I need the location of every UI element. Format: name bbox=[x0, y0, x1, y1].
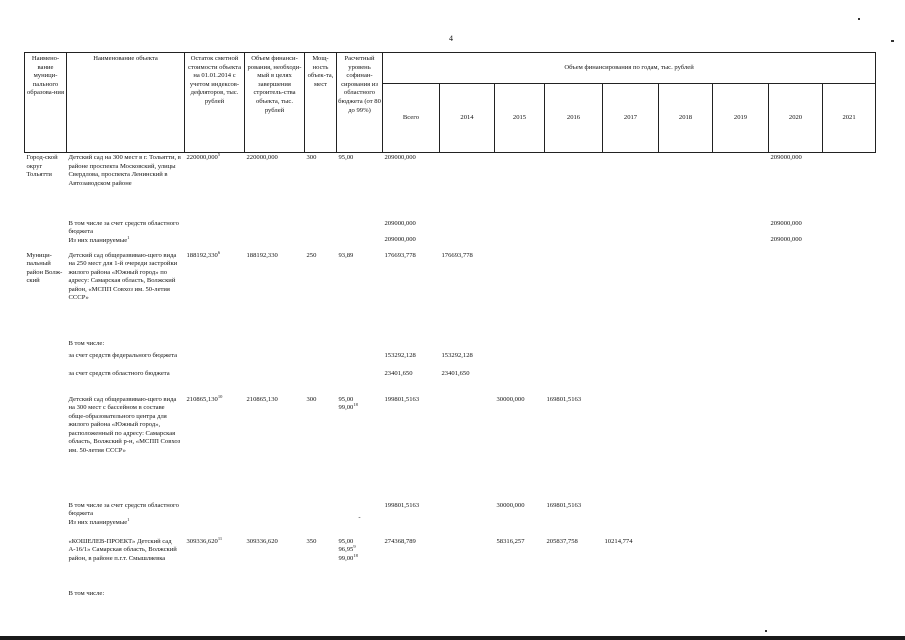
header-by-years: Объем финансирования по годам, тыс. рублей bbox=[383, 53, 876, 84]
object-cell: Детский сад общеразвиваю-щего вида на 250 мест для 1-й очереди застройки жилого района «Южный город» по адресу: Самарская область, Волжский район, «МСПП Совхоз им. 50-летия СССР» bbox=[68, 251, 178, 302]
year-2015-cell: 30000,000 bbox=[496, 501, 525, 509]
cofin-cell: - bbox=[358, 514, 361, 522]
object-cell: В том числе за счет средств областного бюджета Из них планируемые$^1$ bbox=[68, 501, 179, 526]
scan-speck bbox=[858, 18, 860, 20]
page-number: 4 bbox=[449, 34, 453, 43]
scan-speck bbox=[765, 630, 767, 632]
total-cell: 23401,650 bbox=[384, 369, 413, 377]
total-cell: 176693,778 bbox=[384, 251, 416, 259]
balance-cell: 188192,330$^6$ bbox=[186, 250, 221, 259]
total-cell: 274368,789 bbox=[384, 537, 416, 545]
capacity-cell: 300 bbox=[306, 154, 317, 161]
cofin-cell: 95,00 99,00$^{18}$ bbox=[338, 395, 358, 412]
total-cell: 199801,5163 bbox=[384, 501, 420, 509]
table-row bbox=[25, 369, 876, 395]
table-row bbox=[25, 589, 876, 601]
table-row bbox=[25, 501, 876, 537]
header-municipality: Наимено-вание муници-пального образова-ния bbox=[25, 53, 67, 153]
year-2015-cell: 30000,000 bbox=[496, 395, 525, 403]
year-2014-cell: 153292,128 bbox=[441, 351, 473, 359]
table-row bbox=[25, 153, 876, 219]
header-year: 2018 bbox=[659, 84, 713, 153]
total-cell: 199801,5163 bbox=[384, 395, 420, 403]
header-year: 2021 bbox=[823, 84, 876, 153]
funding-cell: 309336,620 bbox=[246, 537, 278, 545]
header-balance: Остаток сметной стоимости объекта на 01.01.2014 с учетом индексов-дефляторов, тыс. рублей bbox=[185, 53, 245, 153]
object-cell: «КОШЕЛЕВ-ПРОЕКТ» Детский сад А-16/1» Самарская область, Волжский район, в районе п.г.т. Смышляевка bbox=[68, 537, 177, 562]
table-row bbox=[25, 395, 876, 501]
object-cell: Детский сад на 300 мест в г. Тольятти, в районе проспекта Московский, улицы Свердлова, проспекта Ленинский в Автозаводском районе bbox=[68, 154, 181, 187]
scan-edge bbox=[0, 636, 905, 640]
table-row bbox=[25, 339, 876, 351]
total-cell: 209000,000 bbox=[384, 154, 416, 161]
capacity-cell: 250 bbox=[306, 251, 317, 259]
header-year: 2014 bbox=[440, 84, 495, 153]
object-cell: за счет средств федерального бюджета bbox=[68, 351, 178, 359]
header-year: 2020 bbox=[769, 84, 823, 153]
funding-cell: 210865,130 bbox=[246, 395, 278, 403]
table-row bbox=[25, 219, 876, 251]
total-cell: 209000,000 209000,000 bbox=[384, 219, 416, 244]
year-2020-cell: 209000,000 209000,000 bbox=[770, 219, 802, 244]
header-total: Всего bbox=[383, 84, 440, 153]
total-cell: 153292,128 bbox=[384, 351, 416, 359]
header-year: 2016 bbox=[545, 84, 603, 153]
municipality-cell: Город-ской округ Тольятти bbox=[26, 154, 58, 179]
capacity-cell: 300 bbox=[306, 395, 317, 403]
cofin-cell: 95,00 bbox=[338, 154, 354, 161]
year-2014-cell: 23401,650 bbox=[441, 369, 470, 377]
financing-table bbox=[24, 52, 876, 601]
object-cell: Детский сад общеразвиваю-щего вида на 300 мест с бассейном в составе обще-образовательного центра для жилого района «Южный город», расположенный по адресу: Самарская область, Волжский р-н, «МСПП Совхоз им. 50-летия СССР» bbox=[68, 395, 181, 455]
year-2017-cell: 10214,774 bbox=[604, 537, 633, 545]
table-row bbox=[25, 537, 876, 589]
balance-cell: 210865,130$^{10}$ bbox=[186, 394, 223, 403]
table-row bbox=[25, 251, 876, 339]
year-2014-cell: 176693,778 bbox=[441, 251, 473, 259]
year-2016-cell: 205837,758 bbox=[546, 537, 578, 545]
object-cell: В том числе: bbox=[68, 589, 105, 597]
header-row-1 bbox=[25, 53, 876, 84]
funding-cell: 188192,330 bbox=[246, 251, 278, 259]
balance-cell: 309336,620$^{11}$ bbox=[186, 536, 223, 545]
table-row bbox=[25, 351, 876, 369]
object-cell: В том числе: bbox=[68, 339, 105, 347]
scan-speck bbox=[891, 40, 894, 42]
funding-cell: 220000,000 bbox=[246, 154, 278, 161]
municipality-cell: Муници-пальный район Волж-ский bbox=[26, 251, 63, 285]
cofin-cell: 93,89 bbox=[338, 251, 354, 259]
header-cofinancing: Расчетный уровень софинан-сирования из областного бюджета (от 80 до 99%) bbox=[337, 53, 383, 153]
year-2016-cell: 169801,5163 bbox=[546, 501, 582, 509]
header-funding-volume: Объем финанси-рования, необходи-мый в целях завершения строитель-ства объекта, тыс. рублей bbox=[245, 53, 305, 153]
object-cell: за счет средств областного бюджета bbox=[68, 369, 170, 377]
balance-cell: 220000,000$^5$ bbox=[186, 152, 221, 161]
header-object: Наименование объекта bbox=[67, 53, 185, 153]
year-2015-cell: 58316,257 bbox=[496, 537, 525, 545]
header-year: 2015 bbox=[495, 84, 545, 153]
header-year: 2017 bbox=[603, 84, 659, 153]
year-2016-cell: 169801,5163 bbox=[546, 395, 582, 403]
header-year: 2019 bbox=[713, 84, 769, 153]
year-2020-cell: 209000,000 bbox=[770, 154, 802, 161]
cofin-cell: 95,00 96,95$^9$ 99,00$^{18}$ bbox=[338, 537, 358, 562]
header-capacity: Мощ-ность объек-та, мест bbox=[305, 53, 337, 153]
object-cell: В том числе за счет средств областного бюджета Из них планируемые$^1$ bbox=[68, 219, 179, 244]
capacity-cell: 350 bbox=[306, 537, 317, 545]
